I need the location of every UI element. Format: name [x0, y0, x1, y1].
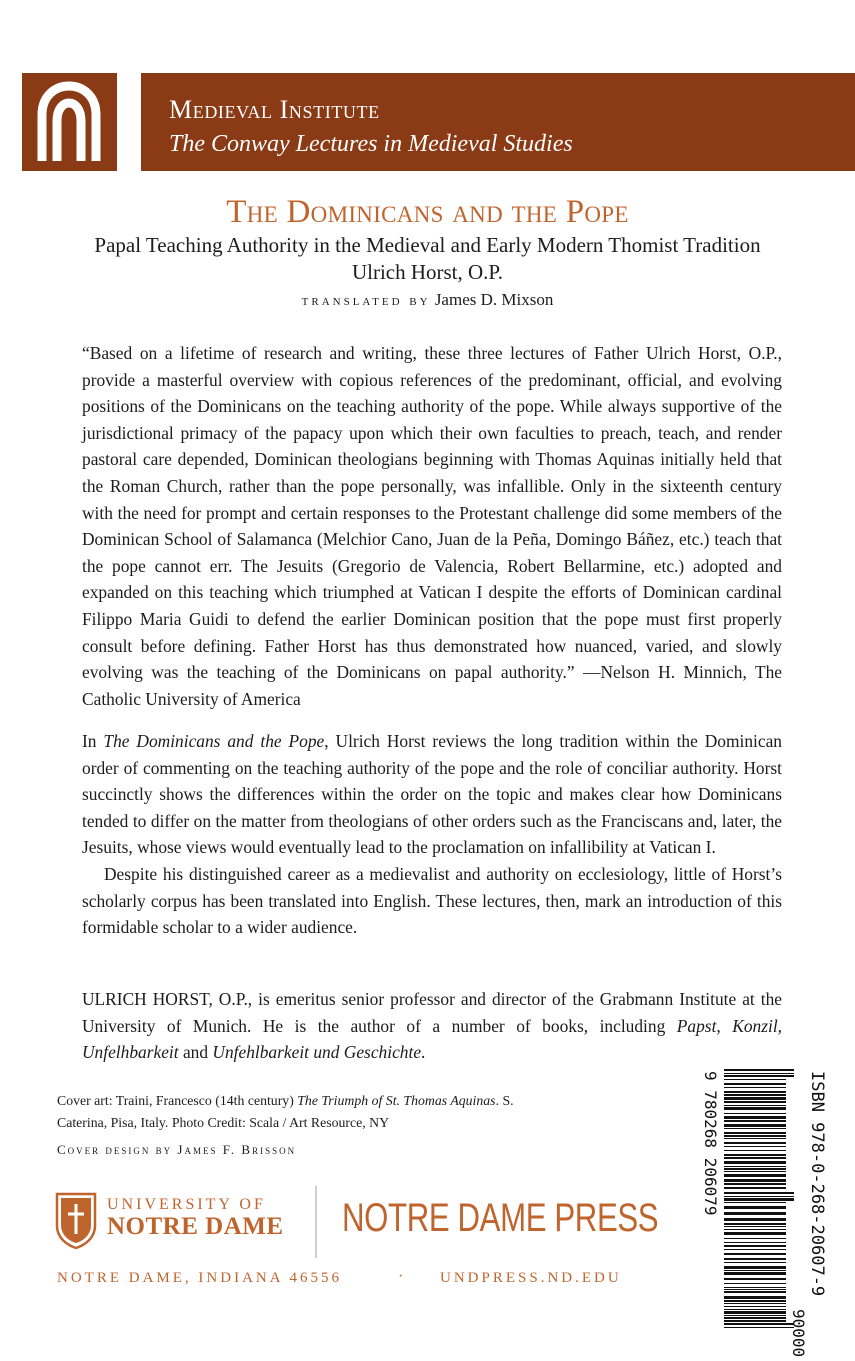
barcode-bar [724, 1069, 794, 1071]
barcode-bar [724, 1245, 786, 1247]
barcode-bar [724, 1232, 786, 1235]
barcode-bar [724, 1168, 786, 1170]
barcode-bar [724, 1242, 786, 1243]
barcode-bar [724, 1289, 786, 1290]
barcode-bar [724, 1142, 786, 1144]
barcode-bar [724, 1161, 786, 1164]
barcode-bar [724, 1311, 786, 1314]
cover-art-credit [57, 1090, 567, 1134]
barcode-bar [724, 1187, 786, 1189]
description-paragraph-1 [82, 728, 782, 861]
barcode-bar [724, 1171, 786, 1172]
barcode-bar [724, 1150, 786, 1151]
barcode-bar [724, 1270, 786, 1271]
barcode-bar [724, 1146, 786, 1147]
university-name: NOTRE DAME [107, 1213, 284, 1240]
barcode-bar [724, 1253, 786, 1255]
quote-text: “Based on a lifetime of research and writing, these three lectures of Father Ulrich Horst, O.P., provide a masterful overview with copious references of the predominant, official, and evolving positions of the Dominicans on the teaching authority of the pope. While always supportive of the jurisdictional primacy of the papacy upon which their own faculties to preach, teach, and render pastoral care depended, Dominican theologians beginning with Thomas Aquinas initially held that the Roman Church, rather than the pope personally, was infallible. Only in the sixteenth century with the need for prompt and certain responses to the Protestant challenge did some members of the Dominican School of Salamanca (Melchior Cano, Juan de la Peña, Domingo Báñez, etc.) teach that the pope cannot err. The Jesuits (Gregorio de Valencia, Robert Bellarmine, etc.) adopted and expanded on this teaching which triumphed at Vatican I despite the efforts of Dominican cardinal Filippo Maria Guidi to defend the earlier Dominican position that the pope must first properly consult before defining. Father Horst has thus demonstrated how nuanced, varied, and slowly evolving was the teaching of the Dominicans on papal authority.” —Nelson H. Minnich, The Catholic University of America [82, 343, 782, 709]
barcode-bar [724, 1206, 786, 1209]
barcode-bar [724, 1202, 786, 1203]
barcode-bar [724, 1107, 786, 1110]
book-title: The Dominicans and the Pope [226, 194, 629, 230]
barcode-bar [724, 1317, 786, 1319]
description-paragraph-2: Despite his distinguished career as a medievalist and authority on ecclesiology, little of Horst’s scholarly corpus has been translated into English. These lectures, then, mark an introduction of this formidable scholar to a wider audience. [82, 863, 782, 938]
barcode-bar [724, 1179, 786, 1182]
institute-name: Medieval Institute [169, 95, 380, 124]
arch-icon [22, 73, 117, 171]
barcode-bar [724, 1212, 786, 1215]
book-description [82, 728, 782, 941]
barcode-bar [724, 1218, 786, 1221]
title-italic: The Dominicans and the Pope [103, 731, 325, 751]
barcode-bar [724, 1113, 786, 1114]
barcode-bar [724, 1196, 794, 1197]
barcode-bar [724, 1116, 786, 1119]
barcode-bar [724, 1091, 786, 1093]
barcode-bar [724, 1198, 794, 1201]
barcode-bar [724, 1120, 786, 1122]
book-title-italic: Papst, Konzil, Unfelhbarkeit [82, 1015, 783, 1063]
barcode-bar [724, 1073, 794, 1074]
barcode-digits: 9 780268 206079 [701, 1071, 720, 1216]
barcode-bar [724, 1075, 794, 1077]
endorsement-quote [82, 340, 782, 712]
barcode-bar [724, 1166, 786, 1167]
barcode-bar [724, 1309, 786, 1310]
artwork-title: The Triumph of St. Thomas Aquinas [297, 1093, 496, 1108]
text-run: , Ulrich Horst reviews the long tradition within the Dominican order of commenting on the teaching authority of the pope and the role of conciliar authority. Horst succinctly shows the differences within the order on the topic and makes clear how Dominicans tended to differ on the matter from theologians of other orders such as the Franciscans and, later, the Jesuits, whose views would eventually lead to the proclamation on infallibility at Vatican I. [82, 731, 782, 858]
text-run: Cover art: Traini, Francesco (14th century) [57, 1093, 298, 1108]
barcode-bar [724, 1303, 786, 1304]
barcode-bar [724, 1101, 786, 1103]
barcode-bar [724, 1238, 786, 1239]
text-run: ULRICH HORST, O.P., is emeritus senior professor and director of the Grabmann Institute at the University of Munich. He is the author of a number of books, including [82, 989, 782, 1036]
address-separator: · [398, 1268, 404, 1285]
translator-name: James D. Mixson [434, 290, 554, 309]
barcode-bar [724, 1300, 786, 1302]
translator-line [0, 290, 855, 310]
barcode-bar [724, 1105, 786, 1106]
barcode-bar [724, 1174, 786, 1177]
barcode-bar [724, 1223, 786, 1225]
barcode-bar [724, 1258, 786, 1260]
book-title-italic: Unfehlbarkeit und Geschichte [212, 1042, 422, 1063]
book-author: Ulrich Horst, O.P. [351, 260, 504, 284]
barcode-bar [724, 1124, 786, 1127]
barcode-bar [724, 1315, 786, 1316]
barcode-bar [724, 1157, 786, 1159]
barcode-bar [724, 1135, 786, 1137]
series-name: The Conway Lectures in Medieval Studies [169, 131, 573, 157]
text-run: . [421, 1042, 426, 1063]
publisher-divider [315, 1186, 317, 1258]
barcode-bar [724, 1266, 786, 1269]
barcode-bar [724, 1229, 786, 1230]
barcode-bar [724, 1138, 786, 1139]
book-subtitle: Papal Teaching Authority in the Medieval and Early Modern Thomist Tradition [94, 233, 761, 257]
barcode-bar [724, 1097, 786, 1100]
barcode-bar [724, 1291, 786, 1293]
university-label: UNIVERSITY OF [107, 1196, 266, 1213]
barcode-bar [724, 1306, 786, 1307]
barcode-bar [724, 1226, 786, 1227]
author-bio [82, 986, 782, 1066]
price-code: 90000 [789, 1309, 808, 1356]
publisher-address: NOTRE DAME, INDIANA 46556 [57, 1270, 342, 1286]
barcode-bar [724, 1132, 786, 1134]
bio-paragraph [82, 986, 782, 1066]
barcode-bar [724, 1272, 786, 1275]
barcode-bar [724, 1296, 786, 1299]
barcode-bar [724, 1183, 786, 1185]
notre-dame-shield-icon [55, 1192, 97, 1250]
text-run: and [178, 1042, 213, 1063]
series-banner [141, 73, 855, 171]
isbn-barcode [700, 1063, 835, 1356]
barcode-bar [724, 1087, 786, 1088]
barcode-bar [724, 1320, 786, 1322]
text-run: . S. Caterina, Pisa, Italy. Photo Credit: Scala / Art Resource, NY [57, 1093, 514, 1130]
barcode-bar [724, 1192, 794, 1194]
institute-logo [22, 73, 117, 171]
barcode-bar [724, 1283, 786, 1284]
press-name: NOTRE DAME PRESS [342, 1196, 659, 1240]
barcode-bar [724, 1249, 786, 1250]
publisher-url: UNDPRESS.ND.EDU [440, 1270, 622, 1286]
barcode-bar [724, 1287, 786, 1288]
barcode-bar [724, 1079, 786, 1080]
isbn-text: ISBN 978-0-268-20607-9 [807, 1071, 827, 1297]
text-run: In [82, 731, 104, 751]
translated-label: translated by [301, 293, 431, 309]
barcode-bar [724, 1327, 794, 1328]
barcode-bar [724, 1128, 786, 1129]
barcode-bar [724, 1094, 786, 1096]
cover-design-credit: Cover design by James F. Brisson [57, 1142, 297, 1157]
barcode-bar [724, 1323, 794, 1325]
barcode-bar [724, 1154, 786, 1156]
barcode-bar [724, 1262, 786, 1263]
barcode-bar [724, 1278, 786, 1280]
barcode-bar [724, 1083, 786, 1085]
